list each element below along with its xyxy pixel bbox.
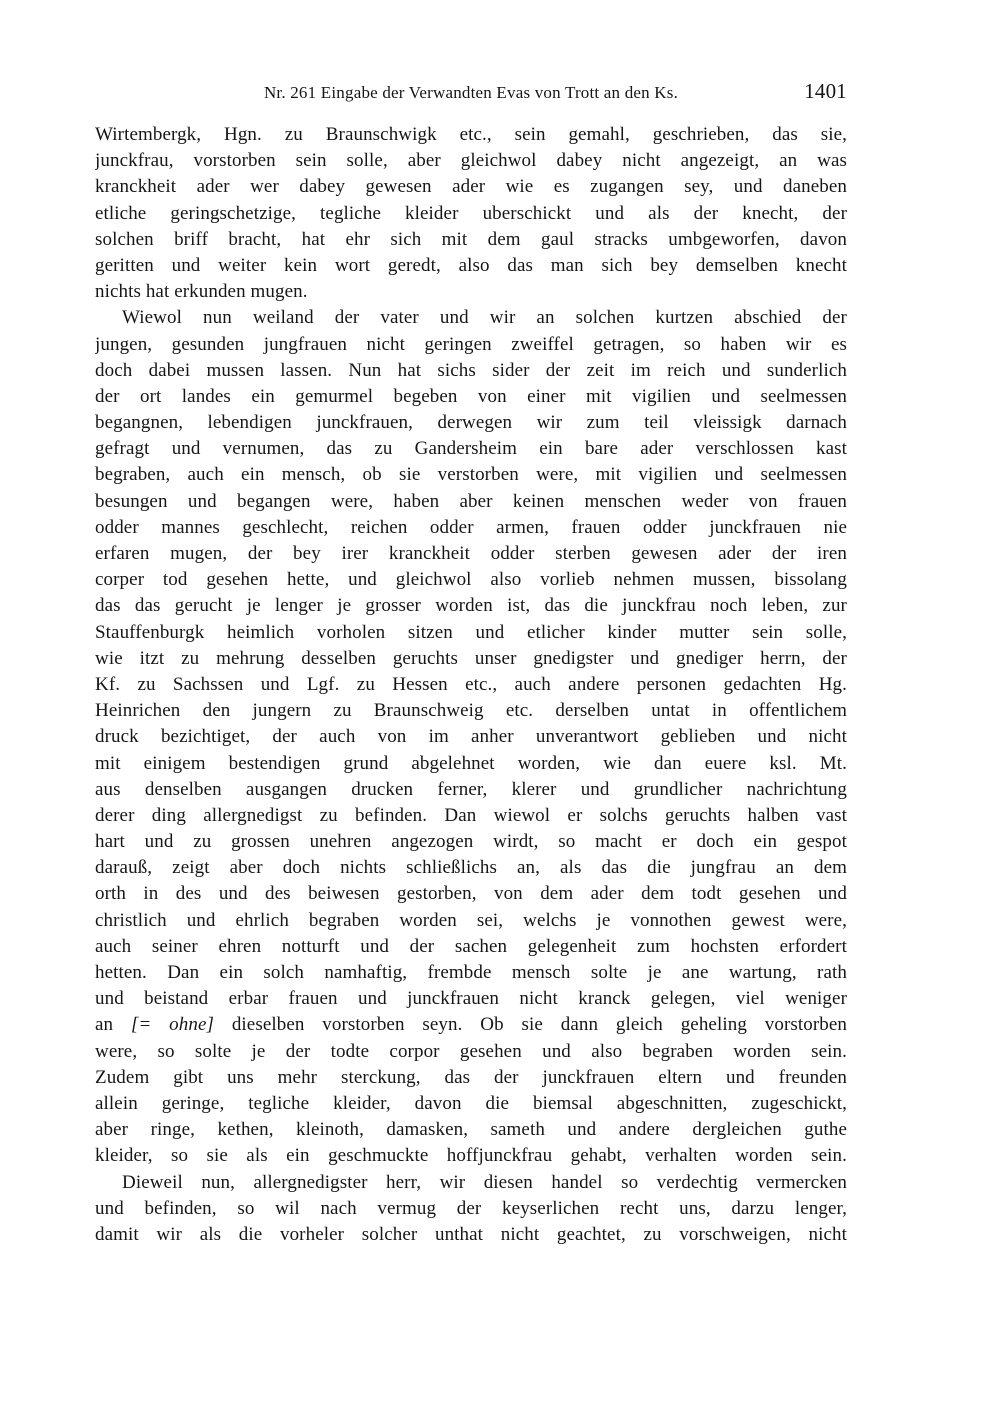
paragraph [95, 305, 847, 1169]
editorial-gloss: [= ohne] [130, 1014, 215, 1036]
text-line: Wirtembergk, Hgn. zu Braunschwigk etc., sein gemahl, geschrieben, das sie, [95, 124, 847, 145]
text-line: kleider, so sie als ein geschmuckte hoffjunckfrau gehabt, verhalten worden sein. [95, 1145, 847, 1167]
text-line: solchen briff bracht, hat ehr sich mit dem gaul stracks umbgeworfen, davon [95, 228, 847, 250]
text-line: der ort landes ein gemurmel begeben von einer mit vigilien und seelmessen [95, 385, 847, 407]
text-line: druck bezichtiget, der auch von im anher unverantwort geblieben und nicht [95, 726, 847, 748]
text-line: Stauffenburgk heimlich vorholen sitzen und etlicher kinder mutter sein solle, [95, 621, 847, 643]
text-run: dieselben vorstorben seyn. Ob sie dann gleich geheling vorstorben [214, 1014, 847, 1036]
text-line: gefragt und vernumen, das zu Gandersheim ein bare ader verschlossen kast [95, 438, 847, 460]
text-line: aus denselben ausgangen drucken ferner, klerer und grundlicher nachrichtung [95, 778, 847, 800]
text-line: kranckheit ader wer dabey gewesen ader wie es zugangen sey, und daneben [95, 176, 847, 198]
text-body [95, 122, 847, 1248]
text-block [95, 79, 847, 1248]
text-line: hart und zu grossen unehren angezogen wirdt, so macht er doch ein gespot [95, 831, 847, 853]
text-line: und beistand erbar frauen und junckfrauen nicht kranck gelegen, viel weniger [95, 988, 847, 1010]
text-line: auch seiner ehren notturft und der sachen gelegenheit zum hochsten erfordert [95, 935, 847, 957]
text-line [95, 1012, 847, 1038]
text-line: Heinrichen den jungern zu Braunschweig etc. derselben untat in offentlichem [95, 700, 847, 722]
text-line: begangnen, lebendigen junckfrauen, derwegen wir zum teil vleissigk darnach [95, 412, 847, 434]
text-line: und befinden, so wil nach vermug der keyserlichen recht uns, darzu lenger, [95, 1197, 847, 1219]
text-line: begraben, auch ein mensch, ob sie verstorben were, mit vigilien und seelmessen [95, 464, 847, 486]
text-line: corper tod gesehen hette, und gleichwol also vorlieb nehmen mussen, bissolang [95, 569, 847, 591]
text-line: odder mannes geschlecht, reichen odder armen, frauen odder junckfrauen nie [95, 516, 847, 538]
running-head-title: Nr. 261 Eingabe der Verwandten Evas von Trott an den Ks. [263, 83, 679, 102]
text-line: damit wir als die vorheler solcher unthat nicht geachtet, zu vorschweigen, nicht [95, 1223, 847, 1245]
text-line: orth in des und des beiwesen gestorben, von dem ader dem todt gesehen und [95, 883, 847, 905]
paragraph [95, 1170, 847, 1249]
text-line: das das gerucht je lenger je grosser worden ist, das die junckfrau noch leben, zur [95, 595, 847, 617]
text-line: Dieweil nun, allergnedigster herr, wir diesen handel so verdechtig vermercken [122, 1171, 847, 1193]
running-head [95, 79, 847, 104]
text-run: an [95, 1014, 131, 1036]
text-line: derer ding allergnedigst zu befinden. Dan wiewol er solchs geruchts halben vast [95, 804, 847, 826]
text-line: hetten. Dan ein solch namhaftig, frembde mensch solte je ane wartung, rath [95, 962, 847, 983]
text-line: jungen, gesunden jungfrauen nicht geringen zweiffel getragen, so haben wir es [95, 333, 847, 355]
text-line: aber ringe, kethen, kleinoth, damasken, sameth und andere dergleichen guthe [95, 1119, 847, 1141]
text-line: Wiewol nun weiland der vater und wir an solchen kurtzen abschied der [122, 307, 847, 329]
text-line: etliche geringschetzige, tegliche kleider uberschickt und als der knecht, der [95, 202, 847, 224]
text-line: doch dabei mussen lassen. Nun hat sichs sider der zeit im reich und sunderlich [95, 359, 847, 381]
text-line: besungen und begangen were, haben aber keinen menschen weder von frauen [95, 490, 847, 512]
page-number: 1401 [804, 79, 847, 103]
text-line: geritten und weiter kein wort geredt, also das man sich bey demselben knecht [95, 254, 847, 276]
text-line: wie itzt zu mehrung desselben geruchts unser gnedigster und gnediger herrn, der [95, 647, 847, 669]
text-line: Zudem gibt uns mehr sterckung, das der junckfrauen eltern und freunden [95, 1066, 847, 1088]
text-line: Kf. zu Sachssen und Lgf. zu Hessen etc., auch andere personen gedachten Hg. [95, 673, 847, 695]
text-line: nichts hat erkunden mugen. [95, 281, 308, 303]
text-line: were, so solte je der todte corpor gesehen und also begraben worden sein. [95, 1040, 847, 1062]
text-line: darauß, zeigt aber doch nichts schließlichs an, als das die jungfrau an dem [95, 857, 847, 879]
paragraph [95, 122, 847, 305]
text-line: christlich und ehrlich begraben worden sei, welchs je vonnothen gewest were, [95, 909, 847, 931]
text-line: erfaren mugen, der bey irer kranckheit odder sterben gewesen ader der iren [95, 543, 847, 564]
text-line: mit einigem bestendigen grund abgelehnet worden, wie dan euere ksl. Mt. [95, 752, 847, 774]
text-line: junckfrau, vorstorben sein solle, aber gleichwol dabey nicht angezeigt, an was [95, 150, 847, 172]
text-line: allein geringe, tegliche kleider, davon die biemsal abgeschnitten, zugeschickt, [95, 1092, 847, 1114]
